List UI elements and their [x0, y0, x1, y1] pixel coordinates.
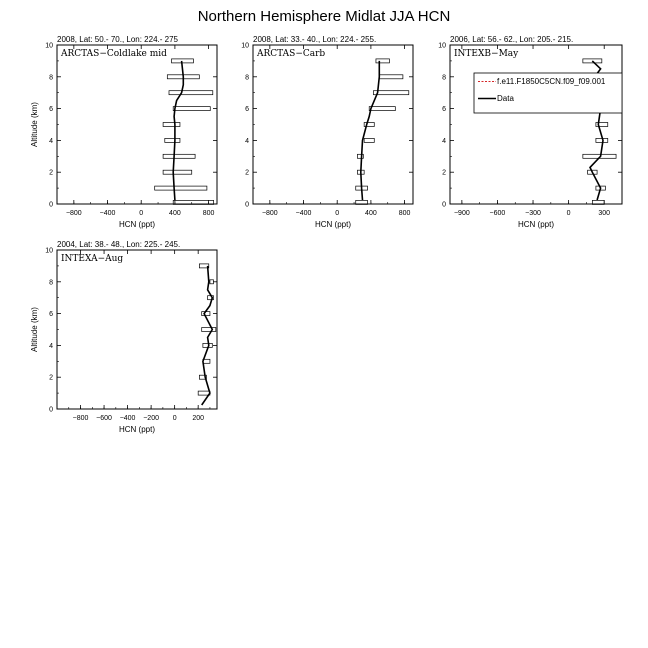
x-tick-label: −400 [99, 210, 116, 217]
error-box [373, 91, 408, 95]
plot-frame [57, 250, 217, 409]
campaign-label: INTEXB−May [454, 49, 519, 59]
campaign-label: INTEXA−Aug [61, 254, 124, 264]
x-tick-label: 0 [335, 210, 340, 217]
error-box [202, 328, 216, 332]
y-tick-label: 4 [442, 137, 446, 145]
chart-panel-2 [241, 35, 413, 229]
y-tick-label: 10 [241, 42, 249, 50]
y-tick-label: 10 [45, 42, 53, 50]
y-axis-label: Altitude (km) [30, 102, 39, 147]
panel-header: 2006, Lat: 56.- 62., Lon: 205.- 215. [450, 35, 574, 44]
x-tick-label: 300 [598, 210, 611, 217]
chart-panel-3 [438, 35, 622, 229]
figure-title: Northern Hemisphere Midlat JJA HCN [197, 8, 451, 25]
x-tick-label: 400 [365, 210, 377, 217]
x-tick-label: −800 [65, 210, 82, 217]
error-box [210, 280, 214, 284]
plot-frame [57, 45, 217, 204]
panel-header: 2004, Lat: 38.- 48., Lon: 225.- 245. [57, 240, 181, 249]
y-tick-label: 4 [49, 342, 53, 350]
error-box [155, 186, 207, 190]
panel-header: 2008, Lat: 50.- 70., Lon: 224.- 275 [57, 35, 178, 44]
x-tick-label: 800 [398, 210, 411, 217]
error-box [376, 59, 389, 63]
error-box [163, 170, 192, 174]
chart-panel-4 [30, 240, 217, 434]
campaign-label: ARCTAS−Carb [257, 49, 326, 59]
x-tick-label: 0 [172, 415, 177, 422]
x-axis-label: HCN (ppt) [517, 220, 555, 229]
x-tick-label: −800 [72, 415, 89, 422]
y-tick-label: 8 [442, 74, 446, 82]
x-tick-label: 200 [192, 415, 205, 422]
plot-frame [253, 45, 413, 204]
y-tick-label: 10 [45, 247, 53, 255]
y-tick-label: 6 [49, 106, 53, 114]
error-box [169, 91, 213, 95]
legend-data-label: Data [497, 94, 514, 103]
x-tick-label: −300 [525, 210, 541, 217]
legend-model-label: f.e11.F1850C5CN.f09_f09.001 [497, 77, 606, 86]
x-tick-label: 0 [139, 210, 144, 217]
x-tick-label: −800 [261, 210, 278, 217]
y-tick-label: 8 [49, 279, 53, 287]
y-tick-label: 0 [49, 406, 53, 414]
x-tick-label: 0 [566, 210, 571, 217]
y-tick-label: 6 [442, 106, 446, 114]
y-tick-label: 0 [442, 201, 446, 209]
data-profile-line [202, 266, 213, 405]
x-axis-label: HCN (ppt) [118, 220, 156, 229]
x-tick-label: −900 [453, 210, 470, 217]
y-tick-label: 2 [49, 374, 53, 382]
x-tick-label: −600 [489, 210, 506, 217]
x-tick-label: −400 [119, 415, 136, 422]
error-box [364, 138, 374, 142]
x-tick-label: −600 [96, 415, 112, 422]
y-tick-label: 2 [442, 169, 446, 177]
y-tick-label: 2 [245, 169, 249, 177]
panel-header: 2008, Lat: 33.- 40., Lon: 224.- 255. [253, 35, 377, 44]
error-box [163, 123, 180, 127]
x-axis-label: HCN (ppt) [118, 425, 156, 434]
data-profile-line [173, 61, 183, 200]
error-box [173, 107, 210, 111]
campaign-label: ARCTAS−Coldlake mid [61, 49, 167, 59]
y-tick-label: 6 [245, 106, 249, 114]
x-tick-label: 800 [202, 210, 215, 217]
y-tick-label: 0 [49, 201, 53, 209]
legend [474, 73, 622, 113]
x-tick-label: 400 [169, 210, 181, 217]
y-axis-label: Altitude (km) [30, 307, 39, 352]
y-tick-label: 8 [49, 74, 53, 82]
x-tick-label: −200 [143, 415, 160, 422]
error-box [165, 138, 180, 142]
y-tick-label: 0 [245, 201, 249, 209]
x-axis-label: HCN (ppt) [314, 220, 352, 229]
y-tick-label: 6 [49, 311, 53, 319]
x-tick-label: −400 [295, 210, 312, 217]
error-box [163, 154, 195, 158]
chart-panel-1 [30, 35, 217, 229]
y-tick-label: 2 [49, 169, 53, 177]
y-tick-label: 4 [49, 137, 53, 145]
error-box [369, 107, 395, 111]
y-tick-label: 8 [245, 74, 249, 82]
error-box [379, 75, 403, 79]
y-tick-label: 10 [438, 42, 446, 50]
data-profile-line [361, 61, 380, 200]
y-tick-label: 4 [245, 137, 249, 145]
